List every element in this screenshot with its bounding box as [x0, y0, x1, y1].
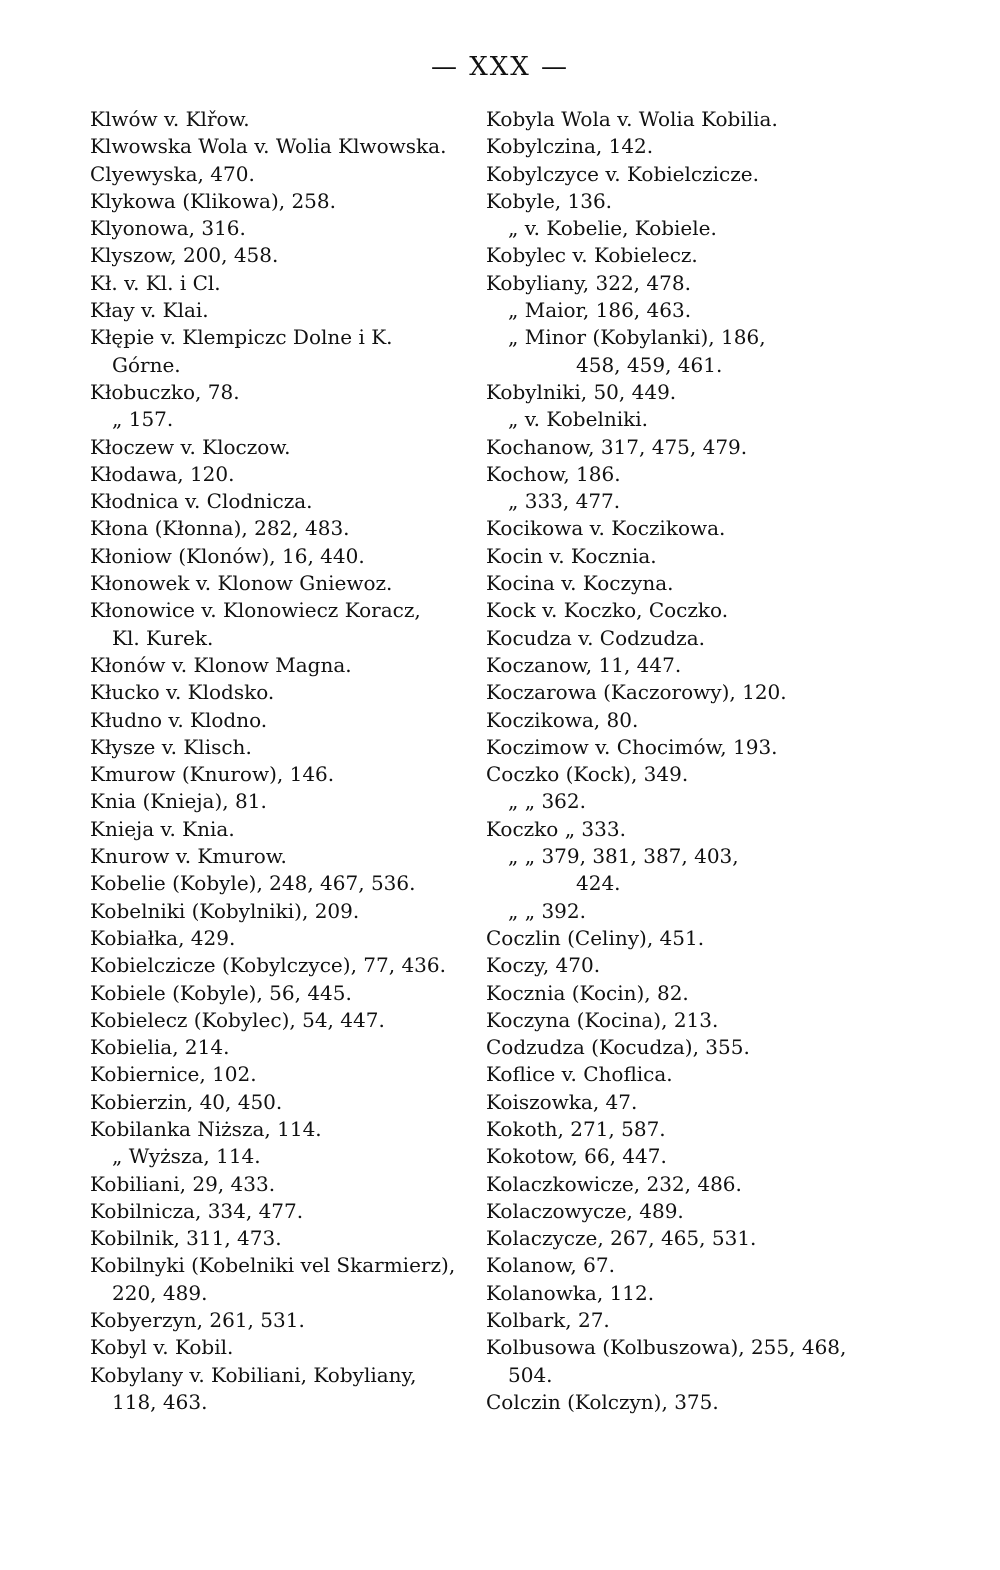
- index-entry: Kłudno v. Klodno.: [90, 707, 268, 732]
- index-entry: Koflice v. Choflica.: [486, 1062, 673, 1087]
- index-entry: Klykowa (Klikowa), 258.: [90, 188, 336, 213]
- index-entry: Codzudza (Kocudza), 355.: [486, 1035, 750, 1060]
- index-entry: Klyonowa, 316.: [90, 216, 246, 241]
- index-entry: Kokotow, 66, 447.: [486, 1144, 667, 1169]
- index-entry-continuation: 458, 459, 461.: [576, 352, 723, 377]
- index-entry: Kochanow, 317, 475, 479.: [486, 434, 748, 459]
- index-entry: „ „ 379, 381, 387, 403,: [508, 844, 739, 869]
- index-entry: Kobylczina, 142.: [486, 134, 654, 159]
- index-entry: Kobilnicza, 334, 477.: [90, 1198, 304, 1223]
- index-entry: Kolbusowa (Kolbuszowa), 255, 468,: [486, 1335, 847, 1360]
- index-entry: Kolanowka, 112.: [486, 1280, 655, 1305]
- index-entry: Kłoczew v. Kloczow.: [90, 434, 291, 459]
- index-entry: Kolanow, 67.: [486, 1253, 615, 1278]
- index-entry: Koczimow v. Chocimów, 193.: [486, 734, 778, 759]
- index-entry: Kłępie v. Klempiczc Dolne i K.: [90, 325, 393, 350]
- index-entry: Kł. v. Kl. i Cl.: [90, 270, 221, 295]
- index-entry: Kłucko v. Klodsko.: [90, 680, 275, 705]
- index-entry: Colczin (Kolczyn), 375.: [486, 1389, 719, 1414]
- index-entry: Koczyna (Kocina), 213.: [486, 1007, 719, 1032]
- index-entry: Kolaczowycze, 489.: [486, 1198, 684, 1223]
- index-entry: Kłonów v. Klonow Magna.: [90, 652, 352, 677]
- index-entry: Kłay v. Klai.: [90, 298, 209, 323]
- index-entry-continuation: 424.: [576, 871, 621, 896]
- index-entry: Kłona (Kłonna), 282, 483.: [90, 516, 350, 541]
- index-entry: „ v. Kobelniki.: [508, 407, 648, 432]
- index-entry: Kobiele (Kobyle), 56, 445.: [90, 980, 352, 1005]
- index-entry: Kobyle, 136.: [486, 188, 613, 213]
- index-entry: „ 157.: [112, 407, 174, 432]
- index-column-right: [486, 106, 906, 1416]
- index-entry: Clyewyska, 470.: [90, 161, 255, 186]
- index-entry: Kobilnik, 311, 473.: [90, 1226, 282, 1251]
- index-entry: Kolaczycze, 267, 465, 531.: [486, 1226, 757, 1251]
- index-entry: Kobilnyki (Kobelniki vel Skarmierz),: [90, 1253, 456, 1278]
- index-entry: Kłodnica v. Clodnicza.: [90, 489, 313, 514]
- index-entry: Kobielecz (Kobylec), 54, 447.: [90, 1007, 385, 1032]
- index-entry: „ 333, 477.: [508, 489, 621, 514]
- index-entry: Kokoth, 271, 587.: [486, 1116, 666, 1141]
- index-entry: Klyszow, 200, 458.: [90, 243, 279, 268]
- index-entry: Kobylany v. Kobiliani, Kobyliany,: [90, 1362, 417, 1387]
- index-entry: Koczy, 470.: [486, 953, 601, 978]
- index-entry: Kobylczyce v. Kobielczicze.: [486, 161, 759, 186]
- index-entry: Koczko „ 333.: [486, 816, 626, 841]
- index-entry: Knieja v. Knia.: [90, 816, 235, 841]
- index-entry: Kocin v. Kocznia.: [486, 543, 657, 568]
- index-entry: „ Maior, 186, 463.: [508, 298, 692, 323]
- index-entry: Kłoniow (Klonów), 16, 440.: [90, 543, 365, 568]
- index-entry-continuation: 504.: [508, 1362, 553, 1387]
- index-entry: Kobylec v. Kobielecz.: [486, 243, 698, 268]
- page-number: — XXX —: [430, 52, 570, 82]
- index-entry: Klwowska Wola v. Wolia Klwowska.: [90, 134, 447, 159]
- index-entry: Kocina v. Koczyna.: [486, 571, 674, 596]
- index-entry: Koczanow, 11, 447.: [486, 652, 682, 677]
- index-entry: Kobiliani, 29, 433.: [90, 1171, 276, 1196]
- index-entry: Kobelie (Kobyle), 248, 467, 536.: [90, 871, 416, 896]
- index-entry: Kobielia, 214.: [90, 1035, 230, 1060]
- index-entry: Kłonowek v. Klonow Gniewoz.: [90, 571, 393, 596]
- index-entry: Kocznia (Kocin), 82.: [486, 980, 689, 1005]
- index-entry: Koiszowka, 47.: [486, 1089, 638, 1114]
- index-entry: Kobierzin, 40, 450.: [90, 1089, 283, 1114]
- index-entry: Kobyla Wola v. Wolia Kobilia.: [486, 107, 778, 131]
- index-entry: Kolaczkowicze, 232, 486.: [486, 1171, 742, 1196]
- index-entry: Kmurow (Knurow), 146.: [90, 762, 335, 787]
- index-entry: Kłobuczko, 78.: [90, 379, 240, 404]
- index-entry: „ v. Kobelie, Kobiele.: [508, 216, 717, 241]
- index-entry: Kłysze v. Klisch.: [90, 734, 252, 759]
- index-entry: „ Minor (Kobylanki), 186,: [508, 325, 766, 350]
- index-entry: Kobelniki (Kobylniki), 209.: [90, 898, 360, 923]
- index-entry: Knia (Knieja), 81.: [90, 789, 267, 814]
- index-entry: Kobilanka Niższa, 114.: [90, 1116, 322, 1141]
- index-entry: Koczarowa (Kaczorowy), 120.: [486, 680, 787, 705]
- index-entry: Kolbark, 27.: [486, 1308, 610, 1333]
- index-entry: Kobyliany, 322, 478.: [486, 270, 691, 295]
- index-entry: Kochow, 186.: [486, 461, 621, 486]
- index-entry: Kobyl v. Kobil.: [90, 1335, 234, 1360]
- index-entry: „ „ 392.: [508, 898, 586, 923]
- index-entry: Kock v. Koczko, Coczko.: [486, 598, 729, 623]
- index-entry: Kobiernice, 102.: [90, 1062, 257, 1087]
- index-entry: „ „ 362.: [508, 789, 586, 814]
- index-entry: Kocikowa v. Koczikowa.: [486, 516, 726, 541]
- index-entry: Koczikowa, 80.: [486, 707, 639, 732]
- index-entry: Kłodawa, 120.: [90, 461, 235, 486]
- index-entry: Kobyerzyn, 261, 531.: [90, 1308, 305, 1333]
- index-entry: Kobylniki, 50, 449.: [486, 379, 677, 404]
- index-entry: Kłonowice v. Klonowiecz Koracz,: [90, 598, 421, 623]
- index-entry-continuation: 220, 489.: [112, 1280, 208, 1305]
- index-entry: „ Wyższa, 114.: [112, 1144, 261, 1169]
- index-entry-continuation: 118, 463.: [112, 1389, 208, 1414]
- index-entry: Kobiałka, 429.: [90, 925, 236, 950]
- index-entry: Klwów v. Klřow.: [90, 107, 250, 131]
- index-entry: Knurow v. Kmurow.: [90, 844, 287, 869]
- index-entry-continuation: Górne.: [112, 352, 181, 377]
- index-entry: Kobielczicze (Kobylczyce), 77, 436.: [90, 953, 446, 978]
- index-entry: Coczlin (Celiny), 451.: [486, 925, 705, 950]
- index-entry-continuation: Kl. Kurek.: [112, 625, 214, 650]
- index-entry: Coczko (Kock), 349.: [486, 762, 689, 787]
- index-entry: Kocudza v. Codzudza.: [486, 625, 705, 650]
- index-column-left: [90, 106, 510, 1416]
